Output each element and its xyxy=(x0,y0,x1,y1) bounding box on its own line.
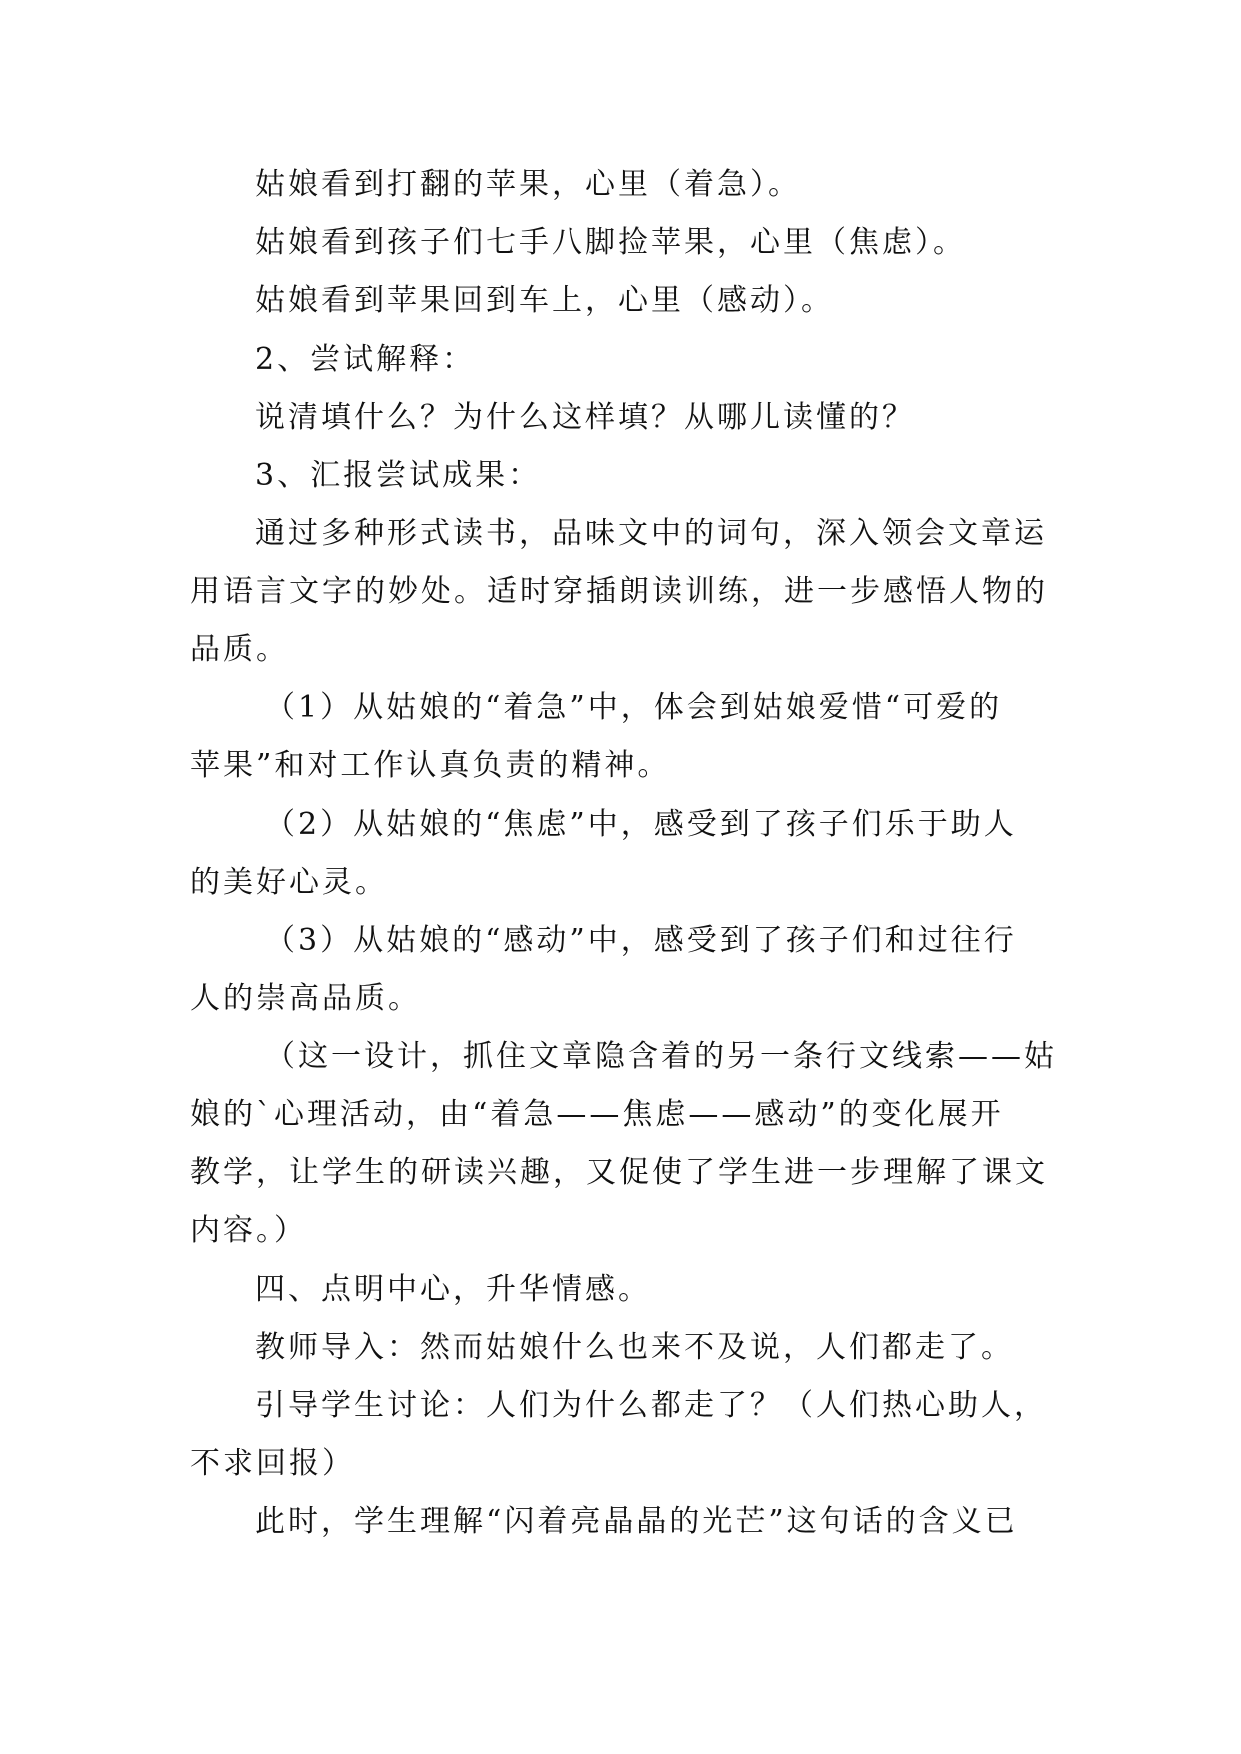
text-line: 教师导入：然而姑娘什么也来不及说，人们都走了。 xyxy=(255,1330,1014,1365)
text-line: （3）从姑娘的“感动”中，感受到了孩子们和过往行 xyxy=(265,923,1017,958)
text-line: 不求回报） xyxy=(190,1446,355,1481)
text-line: 通过多种形式读书，品味文中的词句，深入领会文章运 xyxy=(255,516,1047,551)
text-line: 品质。 xyxy=(190,632,289,667)
text-line: 姑娘看到打翻的苹果，心里（着急）。 xyxy=(255,167,801,202)
text-line: 苹果”和对工作认真负责的精神。 xyxy=(190,748,671,783)
text-line: （1）从姑娘的“着急”中，体会到姑娘爱惜“可爱的 xyxy=(265,690,1003,725)
text-line: （2）从姑娘的“焦虑”中，感受到了孩子们乐于助人 xyxy=(265,807,1017,842)
text-line: 内容。） xyxy=(190,1213,307,1248)
text-line: （这一设计，抓住文章隐含着的另一条行文线索——姑 xyxy=(265,1039,1057,1074)
text-line: 的美好心灵。 xyxy=(190,865,388,900)
text-line: 此时，学生理解“闪着亮晶晶的光芒”这句话的含义已 xyxy=(255,1504,1018,1539)
text-line: 姑娘看到孩子们七手八脚捡苹果，心里（焦虑）。 xyxy=(255,225,966,260)
text-line: 教学，让学生的研读兴趣，又促使了学生进一步理解了课文 xyxy=(190,1155,1048,1190)
text-line: 姑娘看到苹果回到车上，心里（感动）。 xyxy=(255,283,834,318)
text-line: 人的崇高品质。 xyxy=(190,981,421,1016)
text-line: 3、汇报尝试成果： xyxy=(255,458,542,493)
text-line: 用语言文字的妙处。适时穿插朗读训练，进一步感悟人物的 xyxy=(190,574,1048,609)
text-line: 2、尝试解释： xyxy=(255,342,476,377)
text-line: 说清填什么？为什么这样填？从哪儿读懂的？ xyxy=(255,400,915,435)
text-line: 四、点明中心，升华情感。 xyxy=(255,1272,651,1307)
text-line: 引导学生讨论：人们为什么都走了？（人们热心助人， xyxy=(255,1388,1047,1423)
text-line: 娘的`心理活动，由“着急——焦虑——感动”的变化展开 xyxy=(190,1097,1004,1132)
